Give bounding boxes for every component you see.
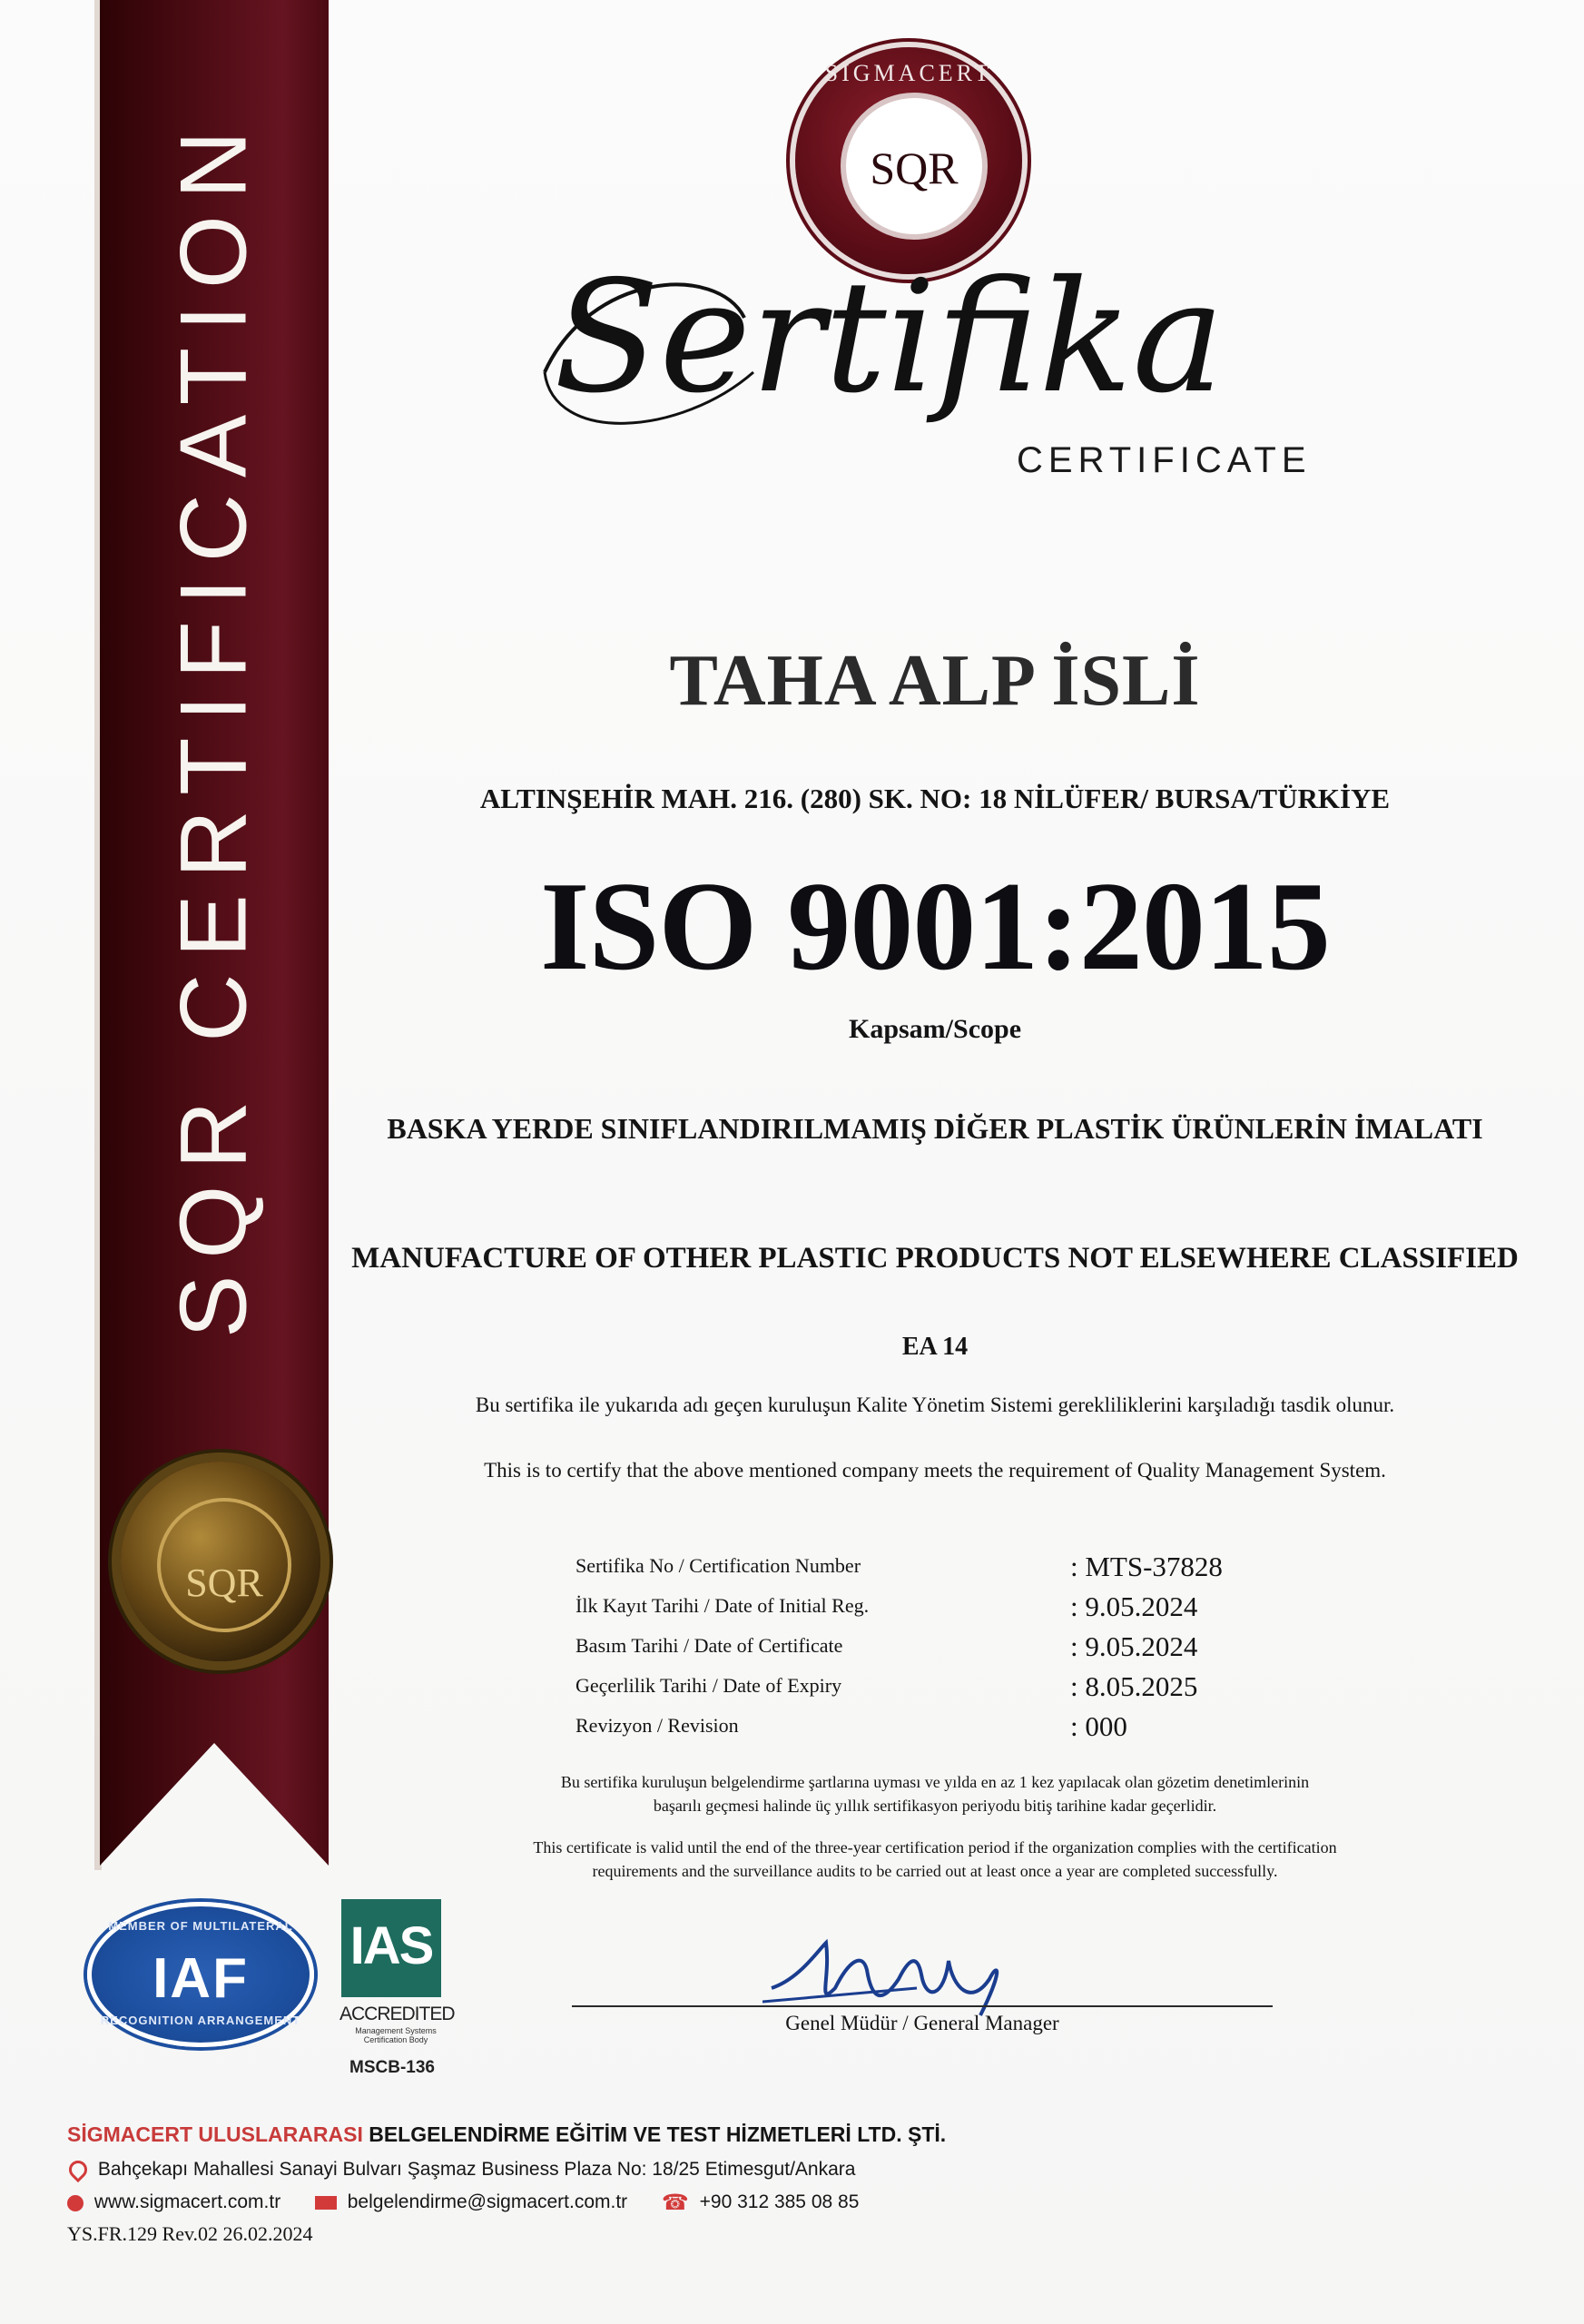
certificate-subtitle: CERTIFICATE (1017, 440, 1312, 480)
scope-label: Kapsam/Scope (848, 1014, 1022, 1044)
detail-value: : MTS-37828 (1070, 1551, 1223, 1582)
globe-icon (67, 2195, 84, 2211)
detail-label: Basım Tarihi / Date of Certificate (576, 1634, 843, 1657)
detail-label: Revizyon / Revision (576, 1714, 739, 1737)
footer-company-rest: BELGELENDİRME EĞİTİM VE TEST HİZMETLERİ LTD. ŞTİ. (369, 2122, 947, 2146)
seal-ring (841, 93, 988, 240)
statement-english: This is to certify that the above mentioned company meets the requirement of Quality Management System. (484, 1459, 1386, 1482)
sertifika-text: Sertifika (554, 248, 1225, 428)
seal-arc-text: SIGMACERT (824, 60, 993, 86)
company-address: ALTINŞEHİR MAH. 216. (280) SK. NO: 18 NİLÜFER/ BURSA/TÜRKİYE (479, 783, 1391, 814)
detail-row (576, 1670, 1302, 1714)
validity-turkish (345, 1770, 1525, 1817)
footer-phone: +90 312 385 08 85 (699, 2191, 860, 2213)
phone-icon: ☎ (661, 2191, 689, 2215)
ias-code: MSCB-136 (349, 2058, 435, 2077)
detail-label: İlk Kayıt Tarihi / Date of Initial Reg. (576, 1594, 870, 1617)
detail-row (576, 1551, 1302, 1594)
detail-value: : 9.05.2024 (1070, 1590, 1198, 1622)
scope-turkish: BASKA YERDE SINIFLANDIRILMAMIŞ DİĞER PLASTİK ÜRÜNLERİN İMALATI (387, 1112, 1483, 1145)
ias-subtitle: Management Systems Certification Body (355, 2026, 437, 2044)
seal-text: SQR (870, 143, 959, 193)
detail-value: : 9.05.2024 (1070, 1630, 1198, 1662)
gold-seal-icon (121, 1462, 320, 1661)
sertifika-script-title (536, 236, 1316, 472)
detail-row (576, 1710, 1302, 1754)
footer-address-line (67, 2159, 855, 2181)
statement-turkish: Bu sertifika ile yukarıda adı geçen kuruluşun Kalite Yönetim Sistemi gerekliliklerini karşıladığı tasdik olunur. (475, 1393, 1395, 1416)
ias-accredited: ACCREDITED (339, 2004, 455, 2024)
detail-value: : 000 (1070, 1710, 1127, 1742)
ribbon-text: SQR CERTIFICATION (161, 114, 267, 1338)
signature-line (572, 2005, 1273, 2007)
validity-english (345, 1836, 1525, 1883)
footer-company (67, 2122, 946, 2147)
signer-title: Genel Müdür / General Manager (785, 2012, 1059, 2034)
gold-seal-inner (157, 1498, 291, 1632)
iaf-arc-bottom: RECOGNITION ARRANGEMENT (100, 2014, 301, 2027)
validity-en-line1: This certificate is valid until the end of the three-year certification period if the organization complies with the certification (533, 1838, 1337, 1856)
scope-english: MANUFACTURE OF OTHER PLASTIC PRODUCTS NOT ELSEWHERE CLASSIFIED (351, 1242, 1519, 1275)
validity-tr-line2: başarılı geçmesi halinde üç yıllık sertifikasyon periyodu bitiş tarihine kadar geçerlidir. (653, 1797, 1217, 1815)
footer-contact-line (67, 2190, 859, 2216)
ea-code: EA 14 (901, 1333, 969, 1361)
iaf-logo (87, 1902, 314, 2047)
manager-signature (762, 1925, 1017, 2024)
footer-email[interactable]: belgelendirme@sigmacert.com.tr (347, 2191, 628, 2213)
iso-standard: ISO 9001:2015 (540, 856, 1330, 997)
company-name: TAHA ALP İSLİ (669, 641, 1201, 721)
validity-tr-line1: Bu sertifika kuruluşun belgelendirme şartlarına uyması ve yılda en az 1 kez yapılacak olan gözetim denetimlerinin (560, 1773, 1310, 1791)
mail-icon (315, 2196, 337, 2210)
detail-label: Geçerlilik Tarihi / Date of Expiry (576, 1674, 842, 1697)
detail-row (576, 1630, 1302, 1674)
ias-logo (341, 1899, 441, 1997)
footer-website[interactable]: www.sigmacert.com.tr (93, 2191, 281, 2213)
gold-seal-text: SQR (185, 1561, 263, 1605)
validity-en-line2: requirements and the surveillance audits to be carried out at least once a year are completed successfully. (592, 1862, 1278, 1880)
footer-address: Bahçekapı Mahallesi Sanayi Bulvarı Şaşmaz Business Plaza No: 18/25 Etimesgut/Ankara (97, 2159, 856, 2180)
location-pin-icon (65, 2157, 91, 2182)
iaf-text: IAF (152, 1947, 249, 2010)
form-code: YS.FR.129 Rev.02 26.02.2024 (67, 2222, 313, 2245)
footer-company-red: SİGMACERT ULUSLARARASI (67, 2122, 363, 2146)
detail-label: Sertifika No / Certification Number (576, 1554, 861, 1577)
detail-value: : 8.05.2025 (1070, 1670, 1198, 1702)
iaf-arc-top: MEMBER OF MULTILATERAL (108, 1919, 293, 1933)
detail-row (576, 1590, 1302, 1634)
ias-text: IAS (349, 1916, 433, 1975)
